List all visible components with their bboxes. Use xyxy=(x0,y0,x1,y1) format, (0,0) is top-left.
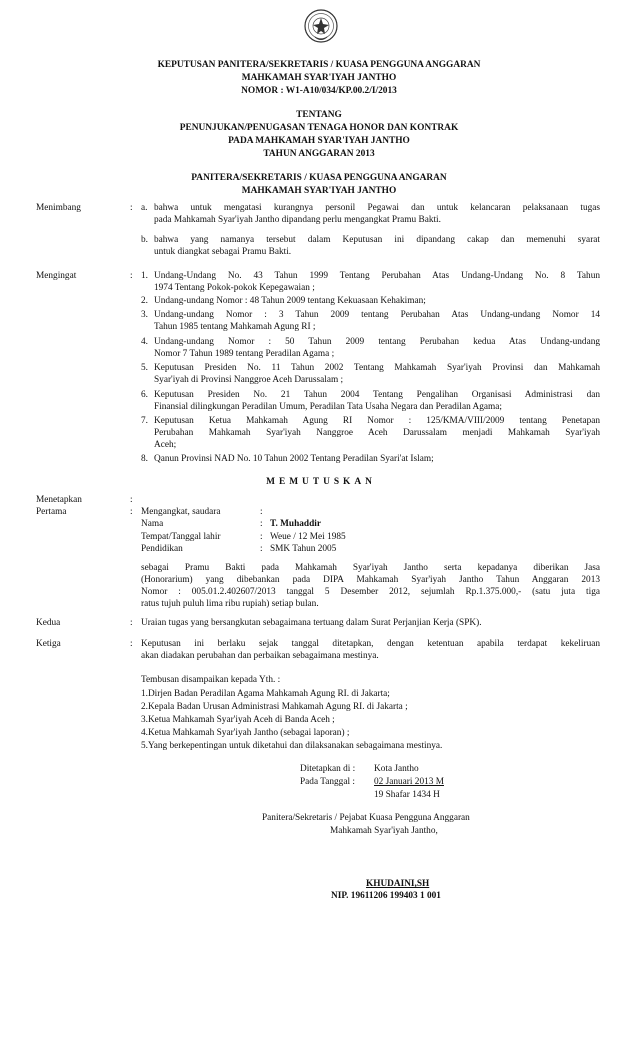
mengingat-item-line: Undang-undang Nomor : 50 Tahun 2009 tentang Perubahan kedua Atas Undang-undang xyxy=(154,337,600,347)
subject-line3: TAHUN ANGGARAN 2013 xyxy=(263,149,375,159)
kedua-label: Kedua xyxy=(36,618,61,628)
nama-value: T. Muhaddir xyxy=(270,519,321,529)
menimbang-a-marker: a. xyxy=(141,203,148,213)
pertama-intro: Mengangkat, saudara xyxy=(141,507,221,517)
ttl-value: Weue / 12 Mei 1985 xyxy=(270,532,346,542)
pertama-paragraph-line: ratus tujuh puluh lima ribu rupiah) setiap bulan. xyxy=(141,599,319,609)
subject-line2: PADA MAHKAMAH SYAR'IYAH JANTHO xyxy=(228,136,410,146)
mengingat-item-line: Undang-undang Nomor : 3 Tahun 2009 tentang Perubahan Atas Undang-undang Nomor 14 xyxy=(154,310,600,320)
mengingat-item-number: 3. xyxy=(141,310,148,320)
decree-title-line1: KEPUTUSAN PANITERA/SEKRETARIS / KUASA PENGGUNA ANGGARAN xyxy=(157,60,481,70)
mengingat-item-number: 4. xyxy=(141,337,148,347)
tembusan-item: 1.Dirjen Badan Peradilan Agama Mahkamah Agung RI. di Jakarta; xyxy=(141,689,390,699)
mengingat-item-line: Keputusan Presiden No. 11 Tahun 2002 Tentang Mahkamah Syar'iyah Provinsi dan Mahkamah xyxy=(154,363,600,373)
mengingat-item-line: Syar'iyah di Provinsi Nanggroe Aceh Darussalam ; xyxy=(154,375,344,385)
ditetapkan-label: Ditetapkan di : xyxy=(300,764,356,774)
signatory-role-line1: Panitera/Sekretaris / Pejabat Kuasa Pengguna Anggaran xyxy=(262,813,470,823)
mengingat-item-number: 2. xyxy=(141,296,148,306)
menimbang-a-line2: pada Mahkamah Syar'iyah Jantho dipandang perlu mengangkat Pramu Bakti. xyxy=(154,215,441,225)
menetapkan-colon: : xyxy=(130,495,133,505)
menimbang-a-line1: bahwa untuk mengatasi kurangnya personil Pegawai dan untuk kelancaran pelaksanaan tugas xyxy=(154,203,600,213)
pendidikan-colon: : xyxy=(260,544,263,554)
mengingat-item-line: 1974 Tentang Pokok-pokok Kepegawaian ; xyxy=(154,283,315,293)
mengingat-colon: : xyxy=(130,271,133,281)
tanggal-value: 02 Januari 2013 M xyxy=(374,777,444,787)
tembusan-item: 2.Kepala Badan Urusan Administrasi Mahkamah Agung RI. di Jakarta ; xyxy=(141,702,408,712)
memutuskan-heading: MEMUTUSKAN xyxy=(266,477,376,487)
mengingat-item-line: Keputusan Presiden No. 21 Tahun 2004 Tentang Pengalihan Organisasi Administrasi dan xyxy=(154,390,600,400)
decree-title-line2: MAHKAMAH SYAR'IYAH JANTHO xyxy=(241,73,397,83)
ketiga-label: Ketiga xyxy=(36,639,61,649)
mengingat-item-line: Tahun 1985 tentang Mahkamah Agung RI ; xyxy=(154,322,316,332)
mengingat-item-line: Undang-undang Nomor : 48 Tahun 2009 tentang Kekuasaan Kehakiman; xyxy=(154,296,426,306)
mengingat-item-number: 1. xyxy=(141,271,148,281)
tembusan-item: 4.Ketua Mahkamah Syar'iyah Jantho (sebagai laporan) ; xyxy=(141,728,350,738)
mengingat-item-number: 8. xyxy=(141,454,148,464)
mengingat-item-line: Undang-Undang No. 43 Tahun 1999 Tentang Perubahan Atas Undang-Undang No. 8 Tahun xyxy=(154,271,600,281)
tanggal-label: Pada Tanggal : xyxy=(300,777,355,787)
pertama-label: Pertama xyxy=(36,507,67,517)
menimbang-colon: : xyxy=(130,203,133,213)
mengingat-item-number: 5. xyxy=(141,363,148,373)
mengingat-item-line: Keputusan Ketua Mahkamah Agung RI Nomor : 125/KMA/VIII/2009 tentang Penetapan xyxy=(154,416,600,426)
pendidikan-value: SMK Tahun 2005 xyxy=(270,544,337,554)
mengingat-item-line: Finansial dilingkungan Peradilan Umum, Peradilan Tata Usaha Negara dan Peradilan Agama; xyxy=(154,402,502,412)
ketiga-colon: : xyxy=(130,639,133,649)
nama-colon: : xyxy=(260,519,263,529)
pertama-paragraph-line: Nomor : 005.01.2.402607/2013 tanggal 5 Desember 2012, sejumlah Rp.1.375.000,- (satu juta tiga xyxy=(141,587,600,597)
nama-label: Nama xyxy=(141,519,164,529)
decree-number: NOMOR : W1-A10/034/KP.00.2/I/2013 xyxy=(241,86,397,96)
signatory-role-line2: Mahkamah Syar'iyah Jantho, xyxy=(330,826,438,836)
tembusan-item: 3.Ketua Mahkamah Syar'iyah Aceh di Banda Aceh ; xyxy=(141,715,335,725)
kedua-colon: : xyxy=(130,618,133,628)
mengingat-label: Mengingat xyxy=(36,271,77,281)
pertama-intro-colon: : xyxy=(260,507,263,517)
mengingat-item-line: Qanun Provinsi NAD No. 10 Tahun 2002 Tentang Peradilan Syari'at Islam; xyxy=(154,454,434,464)
ketiga-text-line1: Keputusan ini berlaku sejak tanggal ditetapkan, dengan ketentuan apabila terdapat kekeliruan xyxy=(141,639,600,649)
pertama-paragraph-line: (Honorarium) yang dibebankan pada DIPA Mahkamah Syar'iyah Jantho Tahun Anggaran 2013 xyxy=(141,575,600,585)
ttl-label: Tempat/Tanggal lahir xyxy=(141,532,221,542)
court-emblem-icon xyxy=(303,8,339,46)
ketiga-text-line2: akan diadakan perubahan dan perbaikan sebagaimana mestinya. xyxy=(141,651,379,661)
menimbang-b-line1: bahwa yang namanya tersebut dalam Keputusan ini dipandang cakap dan memenuhi syarat xyxy=(154,235,600,245)
mengingat-item-number: 6. xyxy=(141,390,148,400)
menetapkan-label: Menetapkan xyxy=(36,495,82,505)
issuer-line1: PANITERA/SEKRETARIS / KUASA PENGGUNA ANGARAN xyxy=(191,173,447,183)
tembusan-item: 5.Yang berkepentingan untuk diketahui dan dilaksanakan sebagaimana mestinya. xyxy=(141,741,443,751)
tanggal-hijriah: 19 Shafar 1434 H xyxy=(374,790,440,800)
mengingat-item-line: Perubahan Mahkamah Syar'iyah Nanggroe Aceh Darussalam menjadi Mahkamah Syar'iyah xyxy=(154,428,600,438)
mengingat-item-line: Nomor 7 Tahun 1989 tentang Peradilan Agama ; xyxy=(154,349,335,359)
signatory-name: KHUDAINI,SH xyxy=(366,879,430,889)
kedua-text: Uraian tugas yang bersangkutan sebagaimana tertuang dalam Surat Perjanjian Kerja (SPK). xyxy=(141,618,482,628)
tentang-heading: TENTANG xyxy=(296,110,342,120)
ttl-colon: : xyxy=(260,532,263,542)
menimbang-label: Menimbang xyxy=(36,203,81,213)
mengingat-item-number: 7. xyxy=(141,416,148,426)
subject-line1: PENUNJUKAN/PENUGASAN TENAGA HONOR DAN KONTRAK xyxy=(179,123,459,133)
menimbang-b-marker: b. xyxy=(141,235,148,245)
menimbang-b-line2: untuk diangkat sebagai Pramu Bakti. xyxy=(154,247,292,257)
ditetapkan-value: Kota Jantho xyxy=(374,764,419,774)
pertama-colon: : xyxy=(130,507,133,517)
signatory-nip: NIP. 19611206 199403 1 001 xyxy=(331,891,441,901)
issuer-line2: MAHKAMAH SYAR'IYAH JANTHO xyxy=(241,186,397,196)
mengingat-item-line: Aceh; xyxy=(154,440,177,450)
pertama-paragraph-line: sebagai Pramu Bakti pada Mahkamah Syar'iyah Jantho serta kepadanya diberikan Jasa xyxy=(141,563,600,573)
tembusan-title: Tembusan disampaikan kepada Yth. : xyxy=(141,675,281,685)
pendidikan-label: Pendidikan xyxy=(141,544,183,554)
